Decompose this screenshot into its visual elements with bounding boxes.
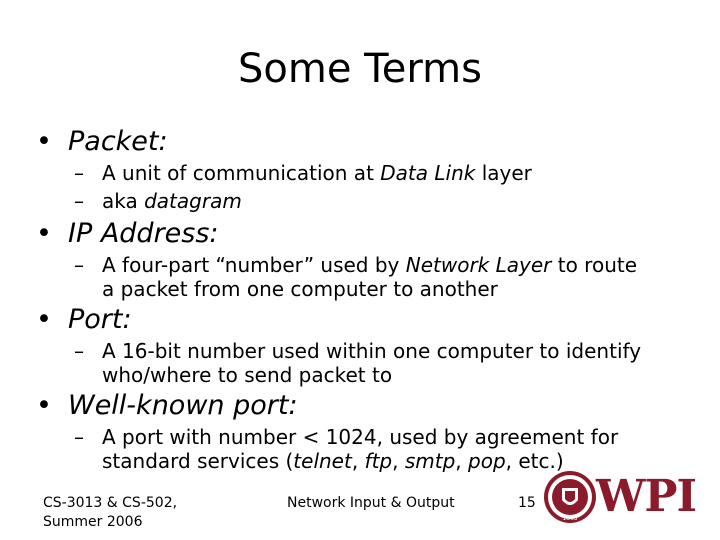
sub-item [74,253,637,301]
dash: – [74,253,84,277]
text: A port with number < 1024, used by agreement for [102,425,619,449]
page-number: 15 [518,495,536,511]
course-line: CS-3013 & CS-502, [43,495,178,511]
dash: – [74,189,84,213]
text: layer [475,161,532,185]
bullet-label: IP Address: [68,218,219,249]
text: to route [551,253,638,277]
slide-title: Some Terms [238,46,482,92]
footer-course [43,494,177,532]
bullet-dot: • [36,218,52,249]
text: , etc.) [505,449,564,473]
text: A unit of communication at [102,161,381,185]
sub-item [74,189,242,213]
text-italic: Data Link [380,161,476,185]
text-italic: smtp [404,449,456,473]
text-italic: datagram [144,189,242,213]
text: , [392,449,405,473]
dash: – [74,161,84,185]
text: standard services ( [102,449,294,473]
sub-item [74,161,532,185]
text-continuation [74,449,618,473]
footer-topic: Network Input & Output [287,495,455,511]
bullet-dot: • [36,126,52,157]
bullet-label: Port: [68,304,132,335]
dash: – [74,339,84,363]
bullet-label: Packet: [68,126,168,157]
text: , [455,449,469,473]
bullet-packet [36,126,168,158]
text-italic: pop [468,449,506,473]
sub-item [74,339,641,387]
wpi-wordmark: WPI [596,471,697,522]
text: A 16-bit number used within one computer to identify [102,339,642,363]
text-italic: ftp [364,449,393,473]
text: aka [102,189,145,213]
text: , [351,449,365,473]
seal-year: 1865 [562,515,578,522]
bullet-port [36,304,132,336]
bullet-label: Well-known port: [68,390,298,421]
dash: – [74,425,84,449]
text-continuation: a packet from one computer to another [102,277,498,301]
bullet-dot: • [36,304,52,335]
bullet-well-known-port [36,390,298,422]
text-italic: Network Layer [405,253,552,277]
term-line: Summer 2006 [43,514,143,530]
text: A four-part “number” used by [102,253,406,277]
text-continuation: who/where to send packet to [102,363,393,387]
text-italic: telnet [293,449,352,473]
sub-item [74,425,618,473]
bullet-ip-address [36,218,219,250]
bullet-dot: • [36,390,52,421]
